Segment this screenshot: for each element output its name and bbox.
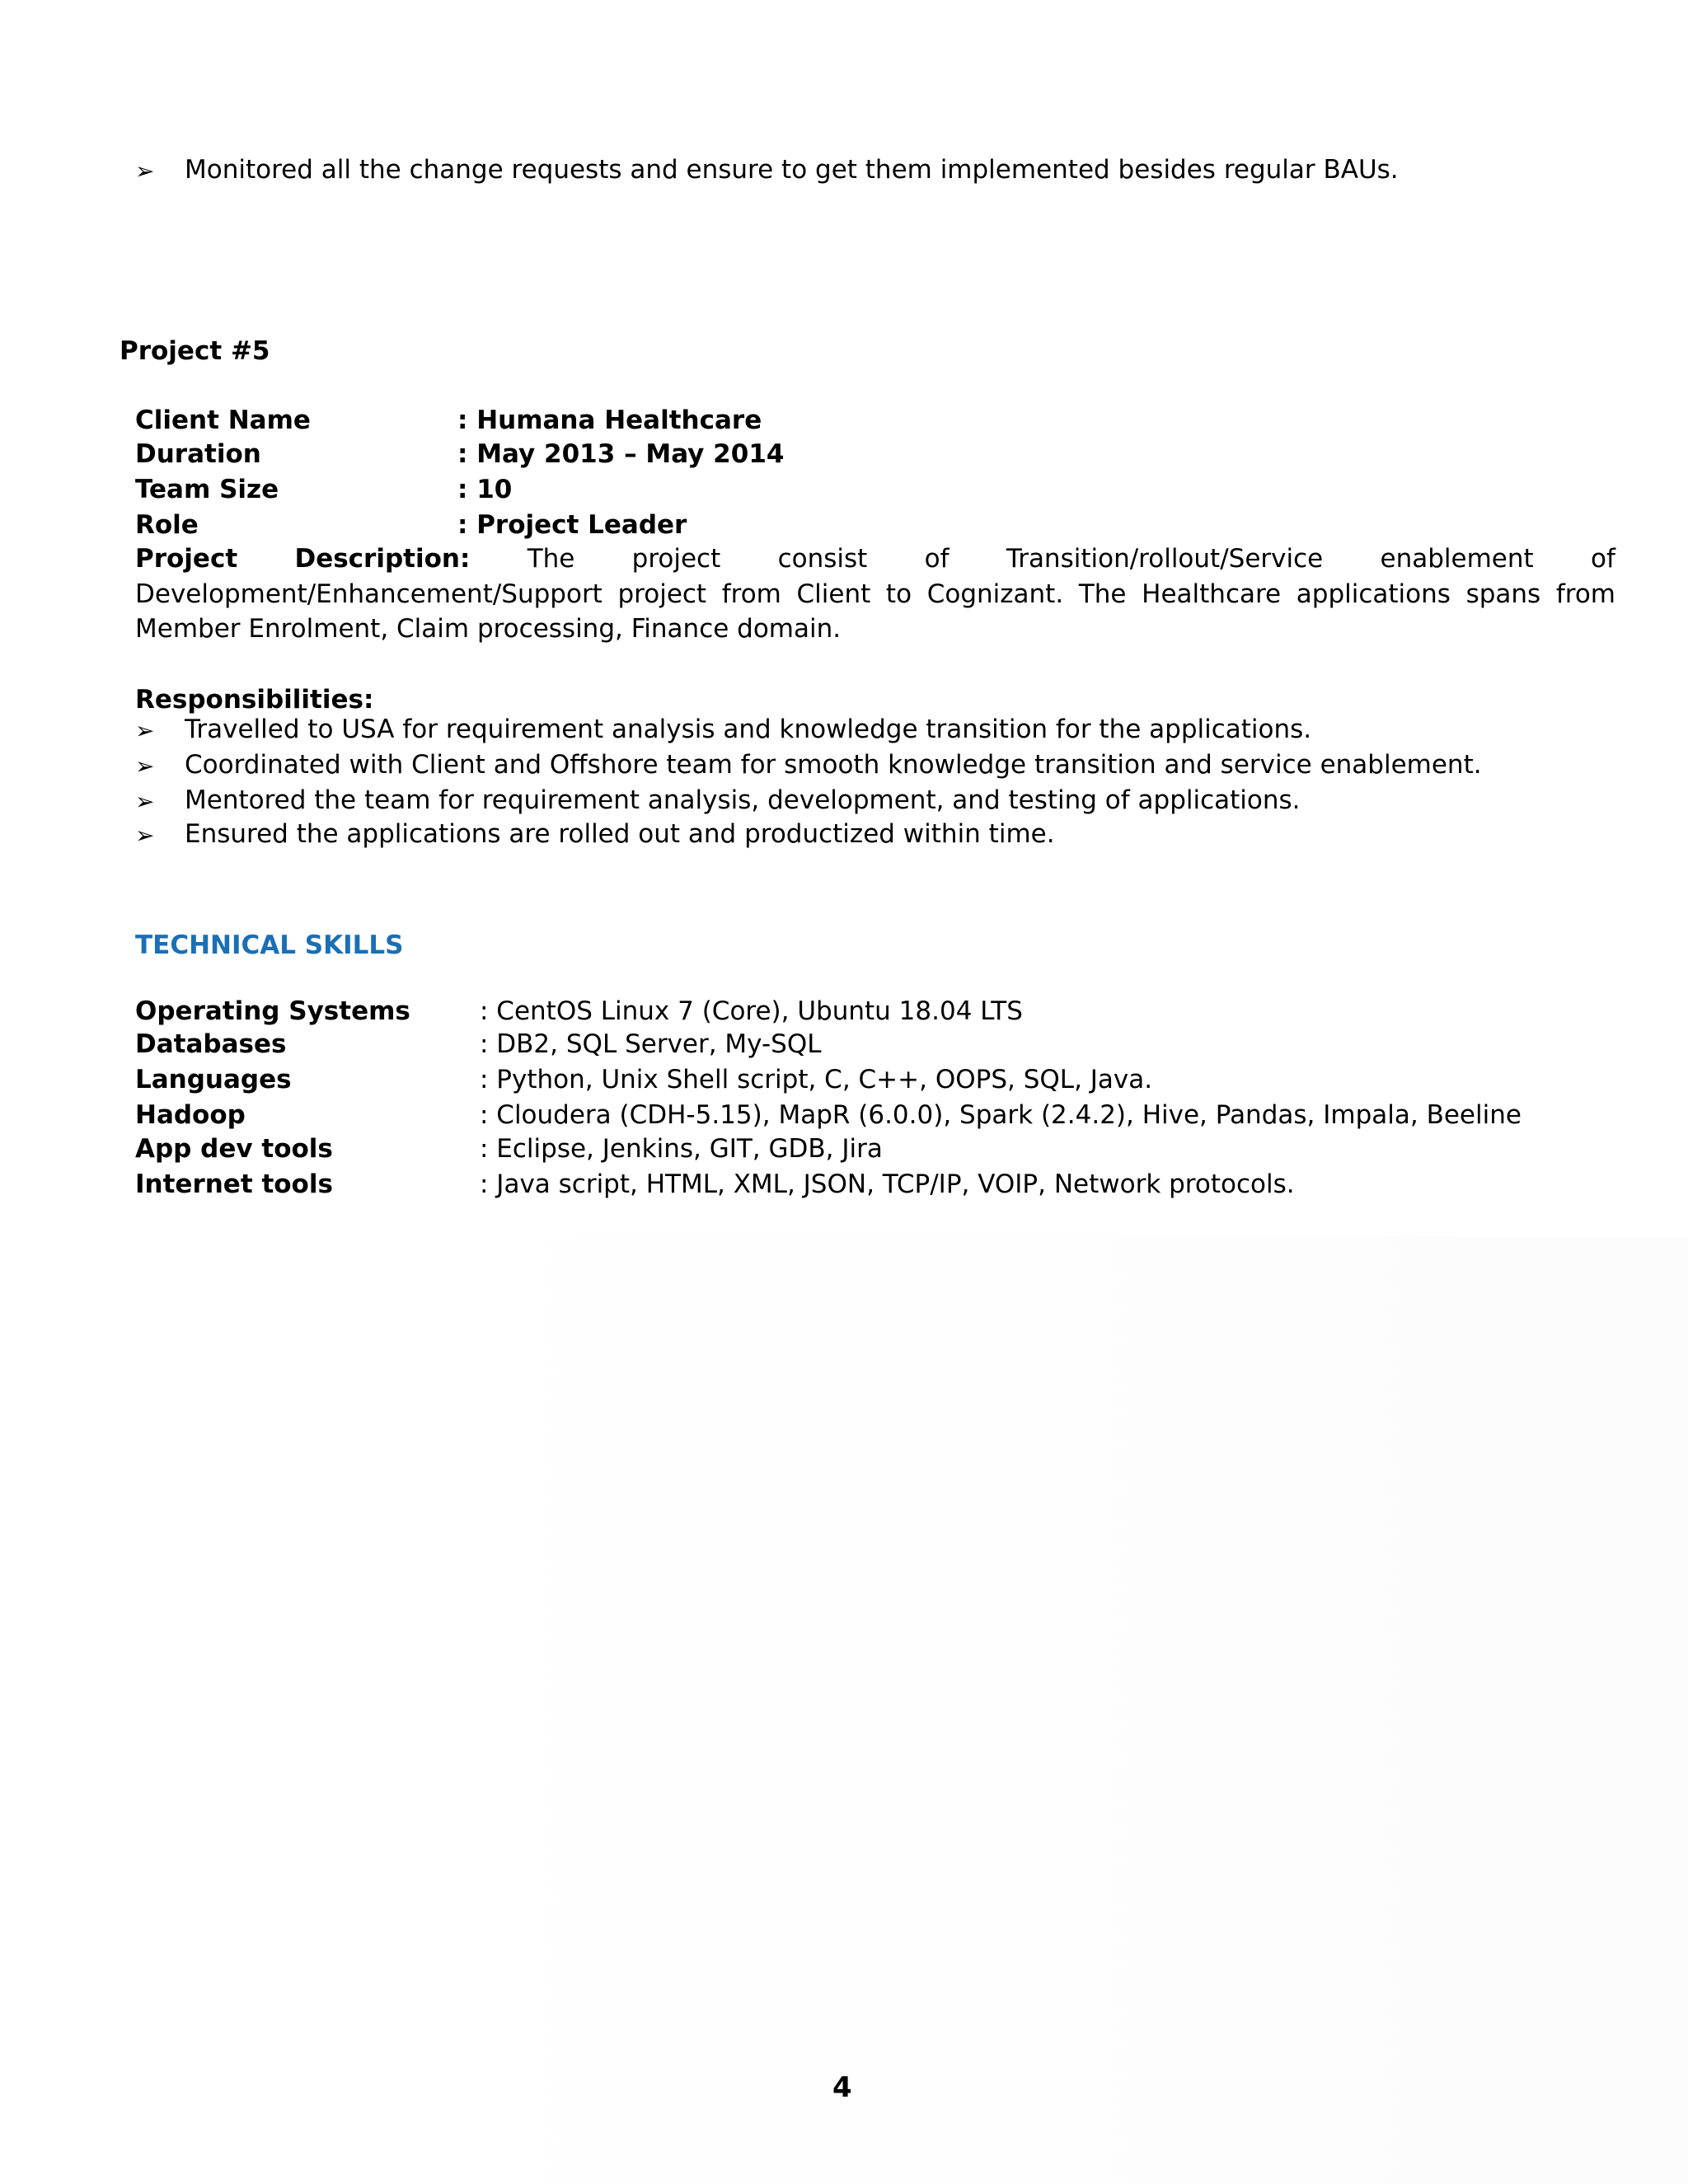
skill-value: : Eclipse, Jenkins, GIT, GDB, Jira [480,1134,883,1164]
responsibilities-heading: Responsibilities: [135,685,374,715]
description-word: of [1591,544,1615,574]
field-value: : 10 [457,475,513,504]
description-word: The [527,544,575,574]
description-word: of [924,544,950,574]
description-word: project [631,544,721,574]
skill-value: : Java script, HTML, XML, JSON, TCP/IP, VOIP, Network protocols. [480,1169,1295,1199]
project-description-body: Development/Enhancement/Support project from Client to Cognizant. The Healthcare applications spans from Member Enrolment, Claim processing, Finance domain. [135,579,1615,644]
bullet-text: Monitored all the change requests and ensure to get them implemented besides regular BAUs. [185,155,1399,185]
responsibility-text: Coordinated with Client and Offshore team for smooth knowledge transition and service enablement. [185,750,1482,780]
skill-label: Hadoop [135,1100,246,1130]
project-description-line1 [135,541,1615,576]
page-number: 4 [832,2071,852,2104]
field-value: : Humana Healthcare [457,405,762,435]
project-heading: Project #5 [120,336,270,366]
description-label-description: Description: [294,544,471,574]
field-label: Duration [135,439,261,469]
skill-label: Operating Systems [135,996,410,1026]
technical-skills-heading: TECHNICAL SKILLS [135,930,404,960]
field-value: : Project Leader [457,510,687,540]
arrow-bullet-icon: ➢ [135,752,155,780]
field-value: : May 2013 – May 2014 [457,439,785,469]
field-label: Team Size [135,475,279,504]
description-label-project: Project [135,544,238,574]
field-label: Role [135,510,199,540]
responsibility-text: Ensured the applications are rolled out and productized within time. [185,819,1055,849]
skill-value: : CentOS Linux 7 (Core), Ubuntu 18.04 LTS [480,996,1023,1026]
arrow-bullet-icon: ➢ [135,788,155,815]
description-word: enablement [1380,544,1534,574]
skill-label: Languages [135,1065,292,1094]
page-shading [396,1236,1688,2184]
arrow-bullet-icon: ➢ [135,717,155,744]
skill-label: App dev tools [135,1134,333,1164]
skill-label: Internet tools [135,1169,333,1199]
skill-value: : DB2, SQL Server, My-SQL [480,1029,822,1059]
responsibility-text: Mentored the team for requirement analysis, development, and testing of applications. [185,785,1301,815]
field-label: Client Name [135,405,311,435]
arrow-bullet-icon: ➢ [135,822,155,849]
arrow-bullet-icon: ➢ [135,157,155,185]
responsibility-text: Travelled to USA for requirement analysis and knowledge transition for the applications. [185,715,1312,744]
description-word: consist [777,544,868,574]
skill-label: Databases [135,1029,287,1059]
skill-value: : Python, Unix Shell script, C, C++, OOPS, SQL, Java. [480,1065,1153,1094]
description-word: Transition/rollout/Service [1006,544,1324,574]
skill-value: : Cloudera (CDH-5.15), MapR (6.0.0), Spark (2.4.2), Hive, Pandas, Impala, Beeline [480,1100,1522,1130]
